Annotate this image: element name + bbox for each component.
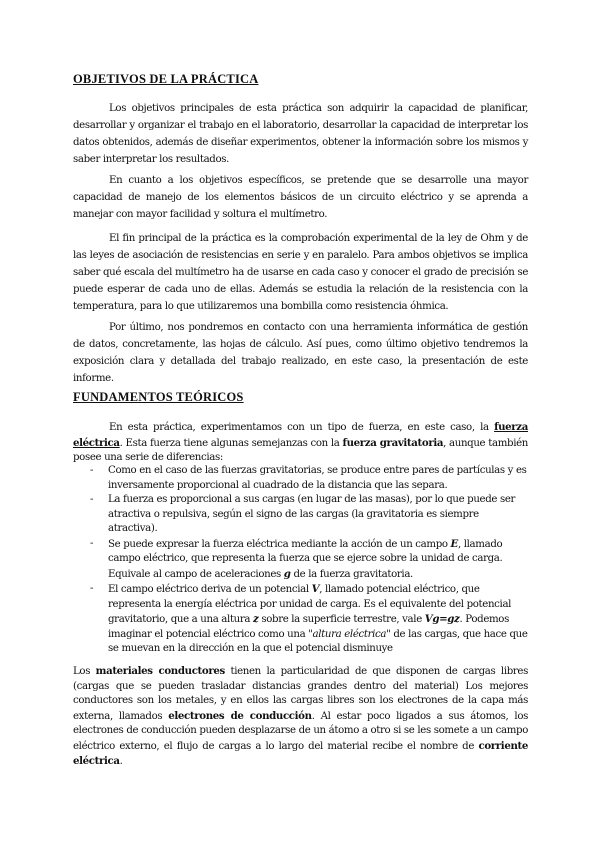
term-fuerza-gravitatoria: fuerza gravitatoria xyxy=(342,436,444,449)
section-title-objetivos: OBJETIVOS DE LA PRÁCTICA xyxy=(73,72,259,86)
list-item: - La fuerza es proporcional a sus cargas (en lugar de las masas), por lo que puede ser atractiva o repulsiva, según el signo de las cargas (la gravitatoria es siempre atractiva). xyxy=(90,494,516,534)
term-electrones-conduccion: electrones de conducción xyxy=(168,709,312,722)
list-item: - Como en el caso de las fuerzas gravitatorias, se produce entre pares de partículas y es inversamente proporcional al cuadrado de la distancia que las separa. xyxy=(90,465,527,491)
term-fuerza-electrica: fuerza eléctrica xyxy=(73,421,528,449)
term-materiales-conductores: materiales conductores xyxy=(95,665,225,677)
paragraph-materiales-conductores: Los materiales conductores tienen la particularidad de que disponen de cargas libres (cargas que se pueden trasladar distancias grandes dentro del material) Los mejores conductores son los metales, y en ellos las cargas libres son los electrones de la capa más externa, llamados electrones de conducción. Al estar poco ligados a sus átomos, los electrones de conducción pueden desplazarse de un átomo a otro si se les somete a un campo eléctrico externo, el flujo de cargas a lo largo del material recibe el nombre de corriente eléctrica. xyxy=(73,665,528,767)
paragraph-ultimo-objetivo: Por último, nos pondremos en contacto con una herramienta informática de gestión de datos, concretamente, las hojas de cálculo. Así pues, como último objetivo tendremos la exposición clara y detallada del trabajo realizado, en este caso, la presentación de este informe. xyxy=(73,322,528,384)
paragraph-fin-principal: El fin principal de la práctica es la comprobación experimental de la ley de Ohm y de las leyes de asociación de resistencias en serie y en paralelo. Para ambos objetivos se implica saber qué escala del multímetro ha de usarse en cada caso y conocer el grado de precisión se puede esperar de cada uno de ellas. Además se estudia la relación de la resistencia con la temperatura, para lo que utilizaremos una bombilla como resistencia óhmica. xyxy=(73,233,528,312)
paragraph-fuerza-electrica-intro: En esta práctica, experimentamos con un tipo de fuerza, en este caso, la fuerza eléctrica. Esta fuerza tiene algunas semejanzas con la fuerza gravitatoria, aunque también posee una serie de diferencias: xyxy=(73,421,528,463)
list-item: - El campo eléctrico deriva de un potencial V, llamado potencial eléctrico, que representa la energía eléctrica por unidad de carga. Es el equivalente del potencial gravitatorio, que a una altura z sobre la superficie terrestre, vale Vg=gz. Podemos imaginar el potencial eléctrico como una "altura eléctrica" de las cargas, que hace que se muevan en la dirección en la que el potencial disminuye xyxy=(90,583,528,654)
paragraph-objetivos-especificos: En cuanto a los objetivos específicos, se pretende que se desarrolle una mayor capacidad de manejo de los elementos básicos de un circuito eléctrico y se aprenda a manejar con mayor facilidad y soltura el multímetro. xyxy=(73,175,528,220)
term-corriente-electrica: corriente eléctrica xyxy=(73,739,528,767)
list-item: - Se puede expresar la fuerza eléctrica mediante la acción de un campo E, llamado campo eléctrico, que representa la fuerza que se ejerce sobre la unidad de carga. Equivale al campo de aceleraciones g de la fuerza gravitatoria. xyxy=(90,537,503,580)
section-title-fundamentos: FUNDAMENTOS TEÓRICOS xyxy=(73,390,244,404)
paragraph-objetivos-generales: Los objetivos principales de esta práctica son adquirir la capacidad de planificar, desarrollar y organizar el trabajo en el laboratorio, desarrollar la capacidad de interpretar los datos obtenidos, además de diseñar experimentos, obtener la información sobre los mismos y saber interpretar los resultados. xyxy=(73,103,528,165)
differences-list xyxy=(90,464,530,657)
